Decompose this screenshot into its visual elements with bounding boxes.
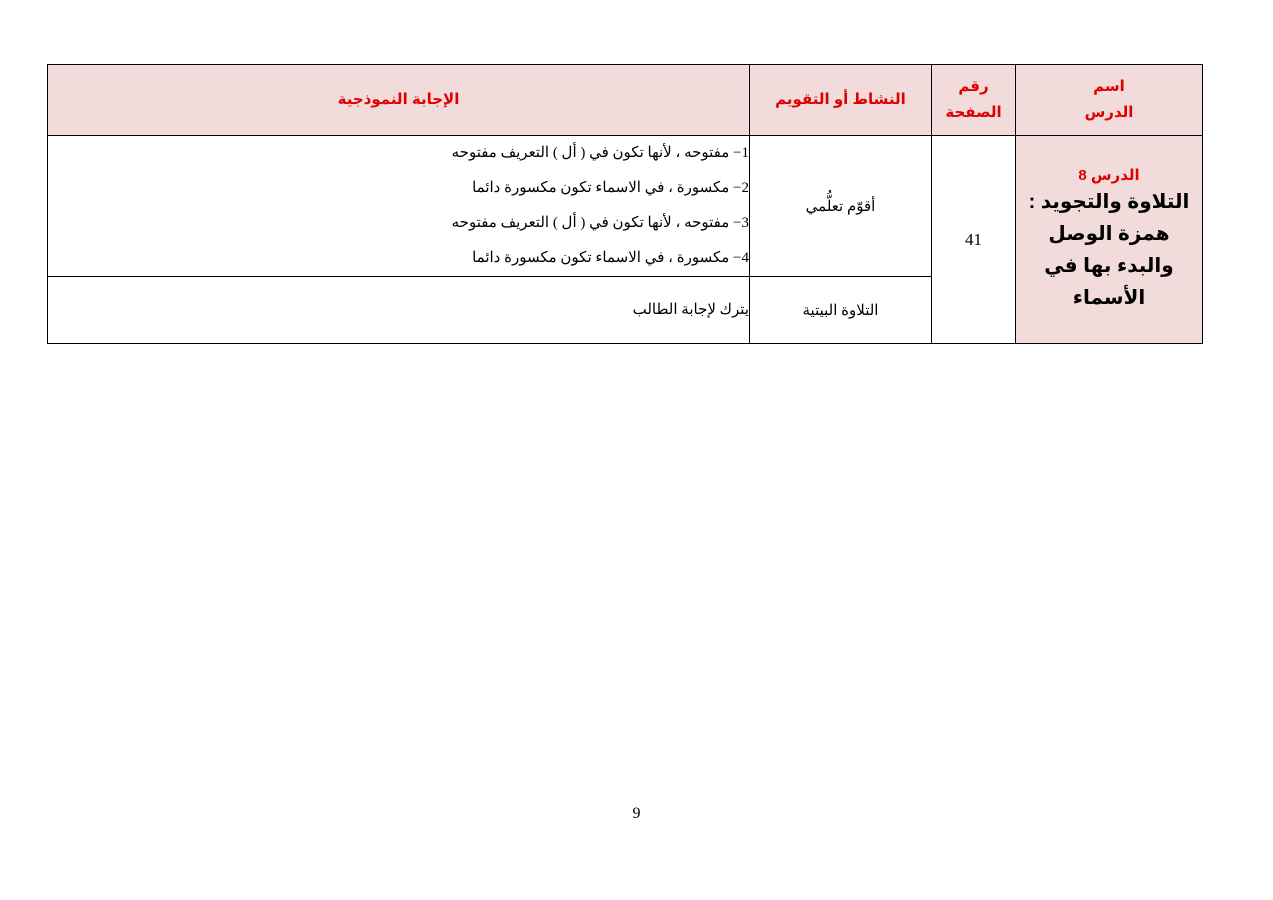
activity-cell: أقوّم تعلُّمي: [750, 136, 932, 277]
header-page-number-line: رقم: [958, 78, 989, 95]
answer-line: 1− مفتوحه ، لأنها تكون في ( أل ) التعريف مفتوحه: [451, 145, 749, 161]
lesson-title-line: همزة الوصل: [1048, 222, 1170, 245]
answer-cell: [48, 277, 750, 344]
header-activity: النشاط أو التقويم: [750, 65, 932, 136]
table-row: [48, 136, 1203, 277]
answer-line: 3− مفتوحه ، لأنها تكون في ( أل ) التعريف مفتوحه: [451, 215, 749, 231]
lesson-number: الدرس 8: [1078, 166, 1140, 184]
activity-cell: التلاوة البيتية: [750, 277, 932, 344]
page-number: 9: [632, 805, 641, 822]
header-page-number-line: الصفحة: [945, 104, 1002, 121]
table-header-row: [48, 65, 1203, 136]
answer-line: 4− مكسورة ، في الاسماء تكون مكسورة دائما: [472, 250, 749, 266]
header-model-answer: الإجابة النموذجية: [48, 65, 750, 136]
answer-cell: [48, 136, 750, 277]
lesson-cell: [1016, 136, 1203, 344]
header-lesson-name: [1016, 65, 1203, 136]
answer-line: يترك لإجابة الطالب: [632, 301, 749, 318]
header-page-number: [932, 65, 1016, 136]
lesson-title-line: والبدء بها في: [1044, 254, 1174, 277]
lesson-title-line: التلاوة والتجويد :: [1028, 190, 1190, 213]
header-lesson-name-line: الدرس: [1084, 104, 1134, 121]
lesson-title-line: الأسماء: [1072, 286, 1146, 309]
lesson-table: [47, 64, 1203, 344]
header-lesson-name-line: اسم: [1093, 78, 1125, 95]
page-cell: 41: [932, 136, 1016, 344]
answer-line: 2− مكسورة ، في الاسماء تكون مكسورة دائما: [472, 180, 749, 196]
